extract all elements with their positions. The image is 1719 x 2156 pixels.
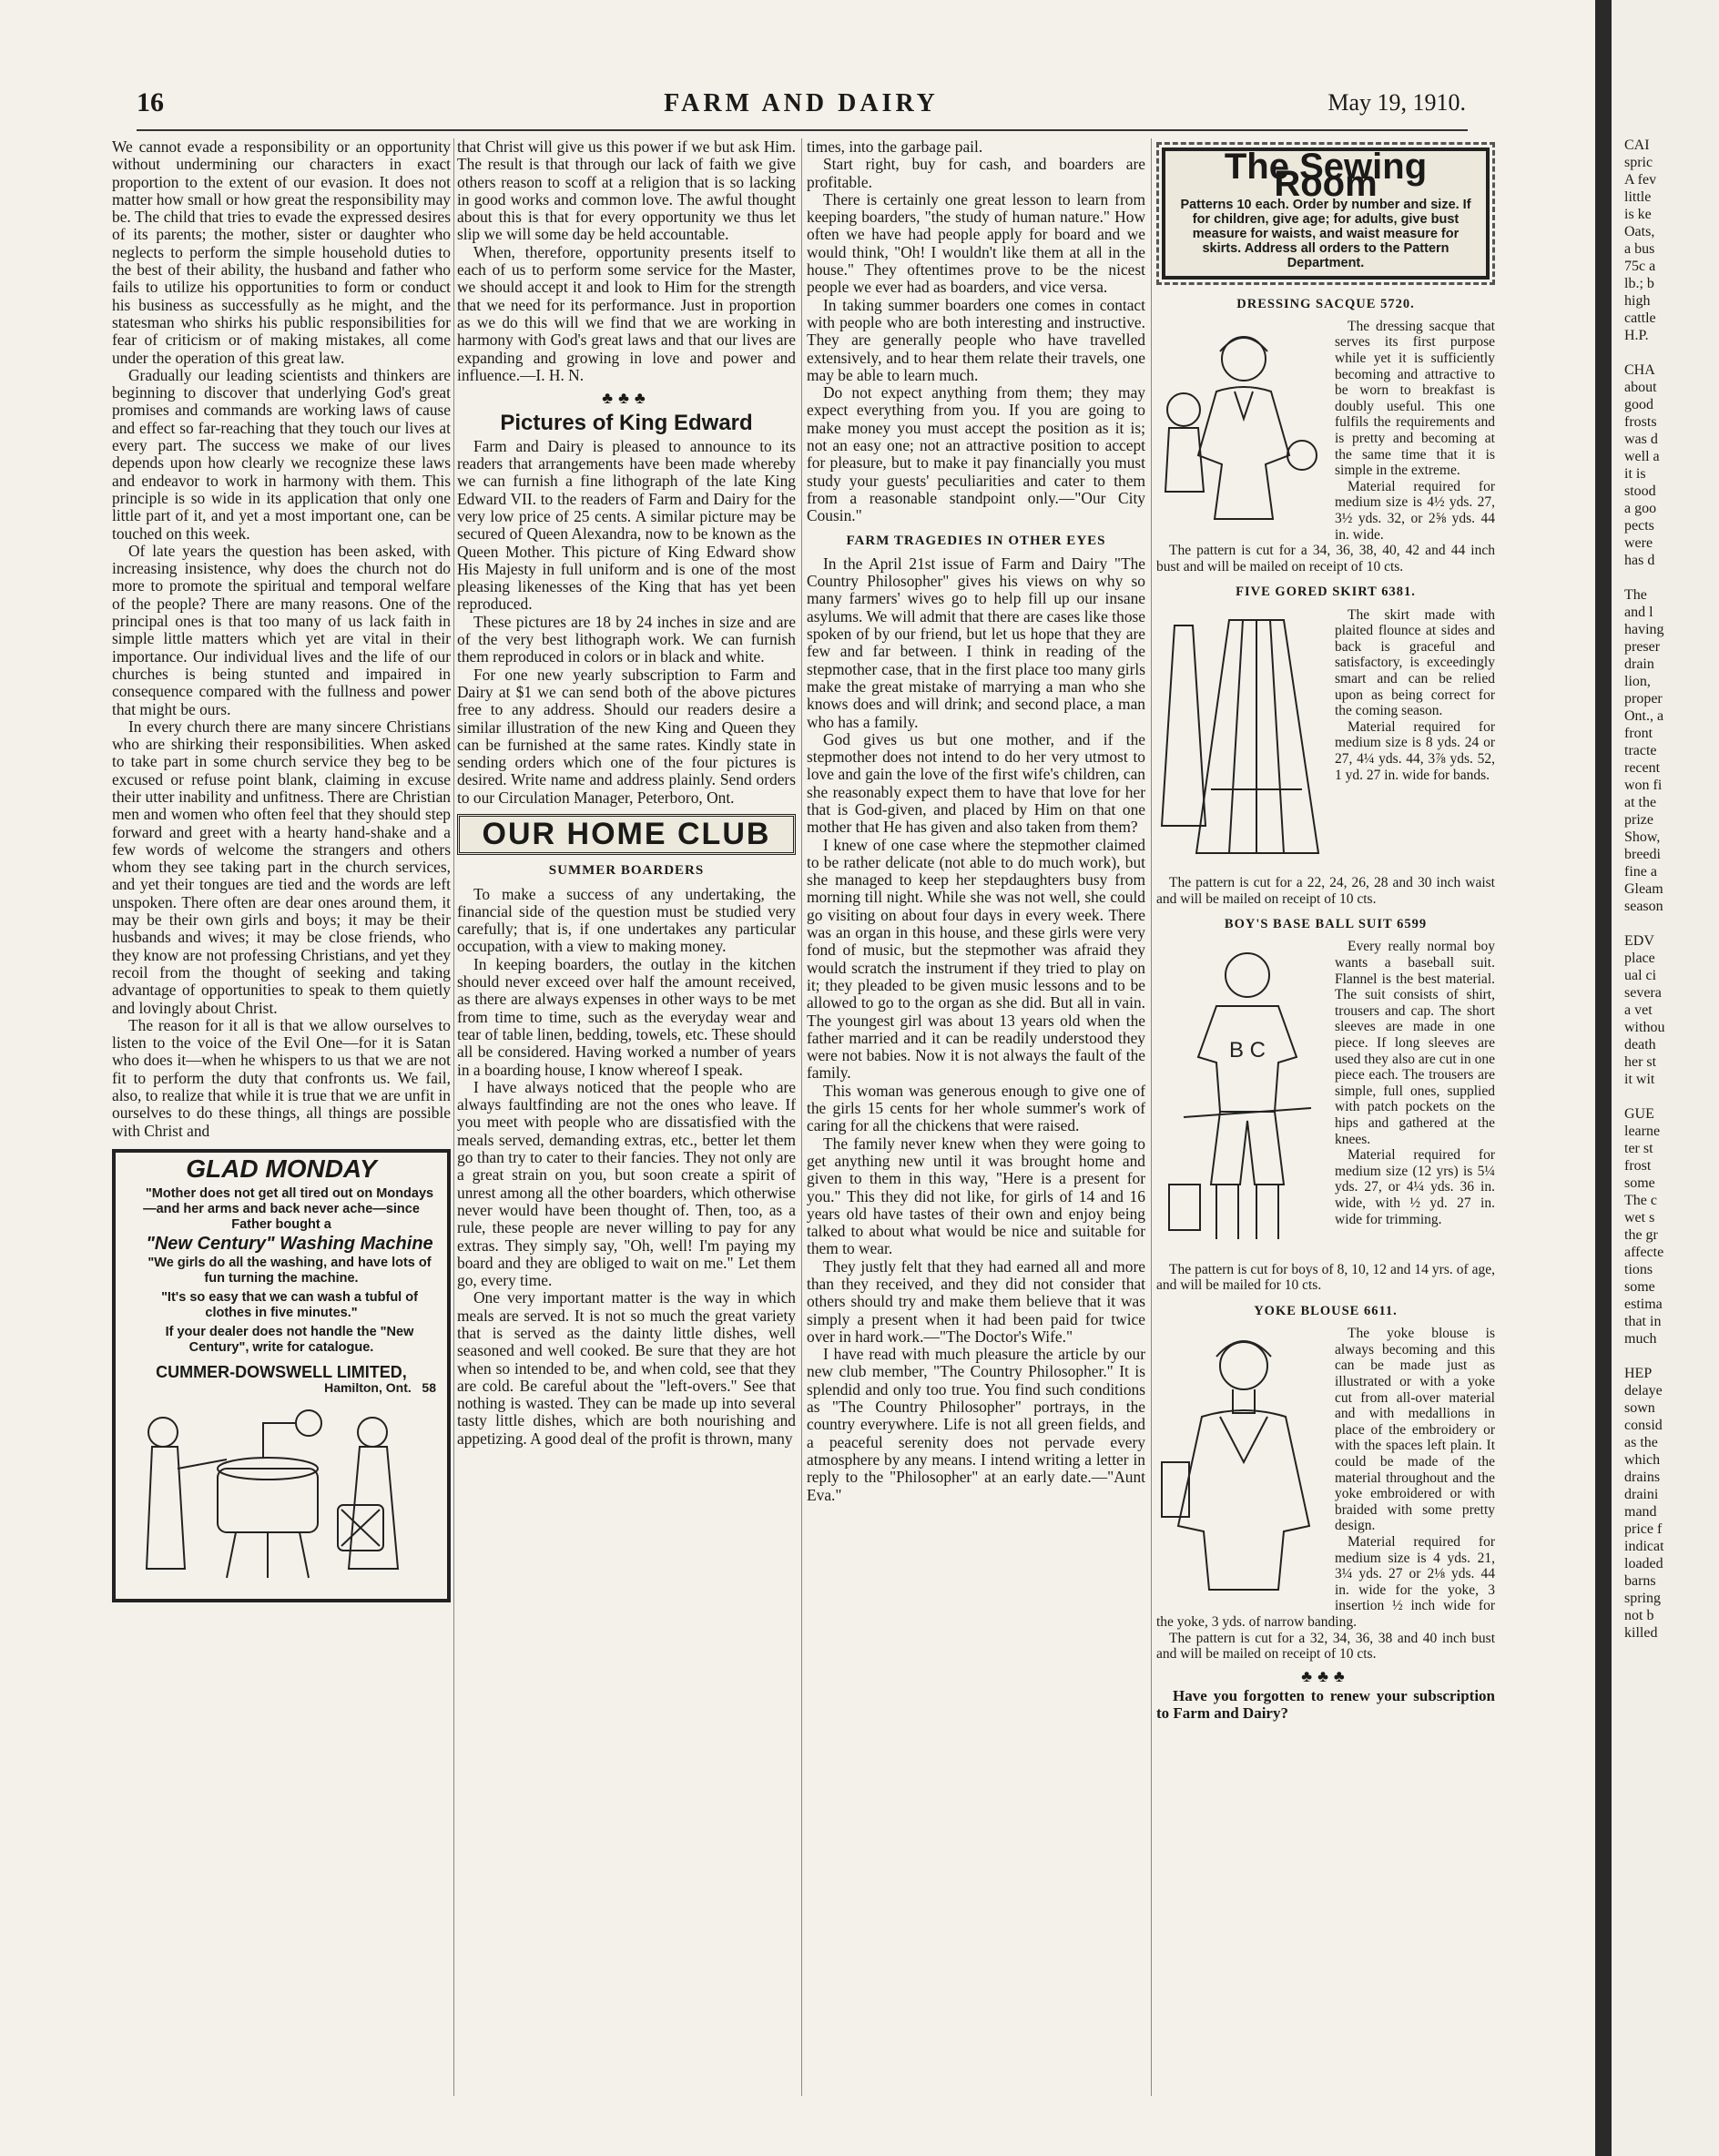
pattern-cut: The pattern is cut for a 32, 34, 36, 38 and 40 inch bust and will be mailed on receipt of 10 cts. [1156,1630,1495,1663]
adjacent-page-line: Ont., a [1624,708,1664,724]
adjacent-page-line: 75c a [1624,259,1656,274]
article-paragraph: times, into the garbage pail. [807,137,983,156]
ad-product: "New Century" Washing Machine [146,1234,433,1255]
pattern-entry [1156,1326,1495,1662]
adjacent-page-line: drain [1624,656,1654,672]
adjacent-page-line: not b [1624,1608,1654,1623]
ad-city: Hamilton, Ont. [324,1380,412,1396]
adjacent-page-line: at the [1624,795,1657,810]
adjacent-page-line: Oats, [1624,224,1655,239]
sewing-room-instructions: Patterns 10 each. Order by number and size. If for children, give age; for adults, give bust measure for waists, and waist measure for skirts. Address all orders to the Pattern Department. [1180,197,1471,270]
adjacent-page-line: wet s [1624,1210,1655,1225]
ad-title: GLAD MONDAY [186,1154,377,1183]
column-divider [1151,138,1152,2096]
adjacent-page-line: preser [1624,639,1661,655]
header-rule [137,129,1468,131]
issue-date: May 19, 1910. [1327,89,1466,116]
article-paragraph: One very important matter is the way in which meals are served. It is not so much the great variety that is served as the dainty little dishes, well seasoned and well cooked. Be sure that they are hot when so intended to be, and when cold, see that they are cold. Be careful about the "left-overs." See that nothing is wasted. They can be made up into several tasty little dishes, which are both nourishing and appetizing. A good deal of the profit is thrown, many [457,1288,796,1448]
adjacent-page-line: which [1624,1452,1661,1468]
page-header [137,87,1466,127]
ad-code: 58 [422,1380,436,1396]
article-paragraph: When, therefore, opportunity presents itself to each of us to perform some service for the Master, we should accept it and look to Him for the strength that we need for its performance. Just in proportion as we do this will we find that we are working in harmony with God's great laws and that our lives are expanding and growing in love and power and influence.—I. H. N. [457,242,796,384]
adjacent-page-line: spring [1624,1591,1661,1606]
adjacent-page-line: The c [1624,1193,1657,1208]
column-4 [1156,138,1495,1723]
adjacent-page-line: it is [1624,466,1646,482]
adjacent-page-line: Gleam [1624,881,1663,897]
pattern-entry [1156,607,1495,907]
pattern-description: Every really normal boy wants a baseball suit. Flannel is the best material. The suit consists of shirt, trousers and cap. The short sleeves are made in one piece. If long sleeves are used they also are cut in one piece each. The trousers are simple, full ones, supplied with patch pockets on the hips and gathered at the knees. [1335,939,1495,1147]
adjacent-page-line: CHA [1624,362,1655,378]
adjacent-page-line: loaded [1624,1556,1663,1571]
pattern-title: DRESSING SACQUE 5720. [1236,296,1415,311]
column-3 [807,138,1145,1504]
adjacent-page-line: were [1624,535,1653,551]
pattern-cut: The pattern is cut for a 22, 24, 26, 28 and 30 inch waist and will be mailed on receipt of 10 cts. [1156,874,1495,907]
article-paragraph: Farm and Dairy is pleased to announce to its readers that arrangements have been made whereby we can furnish a fine lithograph of the late King Edward VII. to the readers of Farm and Dairy for the very low price of 25 cents. A similar picture may be secured of Queen Alexandra, now to be known as the Queen Mother. This picture of King Edward show His Majesty in full uniform and is one of the most pleasing likenesses of the King that has yet been reproduced. [457,436,796,614]
adjacent-page-line: recent [1624,760,1661,776]
adjacent-page-line: has d [1624,553,1655,568]
article-paragraph: The reason for it all is that we allow ourselves to listen to the voice of the Evil One—for it is Satan who does it—when he whispers to us that we are not fit to perform the duty that confronts us. We fail, also, to realize that while it is true that we are unfit in ourselves to do these things, all things are possible with Christ and [112,1015,451,1140]
base-ball-suit-illustration [1156,939,1327,1261]
adjacent-page-line: some [1624,1279,1655,1295]
column-divider [453,138,454,2096]
home-club-banner: OUR HOME CLUB [457,814,796,855]
pattern-material: Material required for medium size is 4½ yds. 27, 3½ yds. 32, or 2⅝ yds. 44 in. wide. [1335,478,1495,543]
adjacent-page-line: H.P. [1624,328,1649,343]
adjacent-page-line: cattle [1624,310,1656,326]
ad-text: "We girls do all the washing, and have lots of fun turning the machine. [147,1256,432,1286]
article-paragraph: The family never knew when they were going to get anything new until it was brought home and given to them in this way, "Here is a present for you." This they did not like, for girls of 14 and 16 years old have tastes of their own and enjoy being talked to about what would be nice and suitable for them to wear. [807,1134,1145,1258]
adjacent-page-line: Show, [1624,829,1661,845]
ad-text: "Mother does not get all tired out on Mondays—and her arms and back never ache—since Father bought a [143,1186,434,1233]
article-paragraph: I knew of one case where the stepmother claimed to be rather delicate (not able to do much work), but she managed to keep her stepdaughters busy from morning till night. While she was not well, she could go visiting on about four days in every week. There was an organ in this house, and these girls were very fond of music, but the stepmother was afraid they would scratch the instrument if they tried to play on it; they pleaded to be given music lessons and to be allowed to go to the organ as she did. But all in vain. The youngest girl was about 13 years old when the father married and it can be readily understood they were not babies. Now it is not always the fault of the family. [807,835,1145,1083]
sewing-room-banner [1162,147,1490,280]
adjacent-page-line: and l [1624,605,1653,620]
adjacent-page-line: it wit [1624,1072,1655,1087]
adjacent-page-line: sown [1624,1400,1655,1416]
ad-company: CUMMER-DOWSWELL LIMITED, [156,1363,407,1382]
adjacent-page-line: death [1624,1037,1656,1053]
pattern-title: YOKE BLOUSE 6611. [1254,1303,1398,1318]
article-paragraph: I have always noticed that the people who are always faultfinding are not the ones who leave. If you meet with people who are dissatisfied with the meals served, demanding extras, etc., better let them go than try to cater to their fancies. They not only are a great strain on you, but soon create a spirit of unrest among all the other boarders, which otherwise never would have been thought of. Then, too, as a rule, these people are never willing to pay for any extras. They simply say, "Oh, well! I'm paying my board and they are obliged to wait on me." Let them go, every time. [457,1077,796,1290]
adjacent-page-line [1624,569,1719,586]
glad-monday-ad [112,1149,451,1602]
dressing-sacque-illustration [1156,319,1327,532]
adjacent-page-line: front [1624,726,1653,741]
adjacent-page-line: tracte [1624,743,1657,758]
pattern-cut: The pattern is cut for a 34, 36, 38, 40, 42 and 44 inch bust and will be mailed on receipt of 10 cts. [1156,543,1495,575]
article-paragraph: These pictures are 18 by 24 inches in size and are of the very best lithograph work. We can furnish them reproduced in colors or in black and white. [457,612,796,666]
adjacent-page-line: draini [1624,1487,1659,1502]
masthead: FARM AND DAIRY [664,89,939,117]
pattern-title: FIVE GORED SKIRT 6381. [1236,585,1416,600]
five-gored-skirt-illustration [1156,607,1327,875]
pattern-description: The skirt made with plaited flounce at sides and back is graceful and satisfactory, is exceedingly smart and can be relied upon as being correct for the coming season. [1335,606,1495,719]
adjacent-page-text [1624,137,1719,1642]
page-number: 16 [137,87,164,117]
adjacent-page-line: affecte [1624,1245,1664,1260]
adjacent-page-line: prize [1624,812,1653,828]
adjacent-page-line: frost [1624,1158,1652,1174]
article-paragraph: In keeping boarders, the outlay in the kitchen should never exceed over half the amount received, as there are always expenses in other ways to be met from time to time, such as the everyday wear and tear of table linen, bedding, towels, etc. These should all be considered. Having worked a number of years in a boarding house, I know whereof I speak. [457,954,796,1079]
yoke-blouse-illustration [1156,1326,1327,1602]
article-paragraph: God gives us but one mother, and if the stepmother does not intend to do her very utmost to love and gain the love of the first wife's children, can she reasonably expect them to have that love for her that is God-given, and placed by Him on that one mother that He has given and also taken from them? [807,729,1145,837]
adjacent-page-line: drains [1624,1470,1661,1485]
ad-text: If your dealer does not handle the "New Century", write for catalogue. [165,1325,414,1356]
adjacent-page-line: ter st [1624,1141,1653,1156]
column-divider [801,138,802,2096]
article-paragraph: Start right, buy for cash, and boarders are profitable. [807,155,1145,191]
adjacent-page-edge [1612,0,1719,2156]
adjacent-page-line: price f [1624,1521,1663,1537]
article-paragraph: Of late years the question has been asked, with increasing insistence, why does the church not do more to promote the spiritual and temporal welfare of the people? There are many reasons. One of the principal ones is that too many of us lack faith in simple little matters which yet are vital in their importance. Our individual lives and the life of our churches is being stunted and impaired in consequence compared with the fullness and power that might be ours. [112,541,451,718]
adjacent-page-line: a bus [1624,241,1655,257]
farm-tragedies-heading: FARM TRAGEDIES IN OTHER EYES [846,533,1106,548]
svg-text:B C: B C [1229,1038,1266,1063]
king-edward-heading: Pictures of King Edward [500,411,753,436]
adjacent-page-line [1624,1088,1719,1105]
adjacent-page-line: lion, [1624,674,1651,689]
sewing-room-title: The Sewing Room [1224,147,1428,205]
adjacent-page-line [1624,1348,1719,1365]
adjacent-page-line: was d [1624,432,1658,447]
pattern-title: BOY'S BASE BALL SUIT 6599 [1224,917,1428,932]
adjacent-page-line: much [1624,1331,1657,1347]
adjacent-page-line: frosts [1624,414,1657,430]
column-2 [457,138,796,1448]
adjacent-page-line: estima [1624,1297,1663,1312]
adjacent-page-line: having [1624,622,1664,637]
pattern-entry [1156,939,1495,1293]
article-paragraph: There is certainly one great lesson to learn from keeping boarders, "the study of human nature." How often we have had people apply for board and we would think, "Oh! I wouldn't like them at all in the house." They oftentimes prove to be the nicest people we ever had as boarders, and vice versa. [807,189,1145,297]
article-paragraph: To make a success of any undertaking, the financial side of the question must be studied very carefully; that is, if one undertakes any particular occupation, with a view to making money. [457,884,796,956]
adjacent-page-line: tions [1624,1262,1653,1277]
section-ornament: ♣♣♣ [1301,1666,1350,1685]
adjacent-page-line: some [1624,1175,1655,1191]
article-paragraph: In taking summer boarders one comes in contact with people who are both interesting and instructive. They are generally people who have travelled extensively, and to hear them relate their travels, one may be able to learn much. [807,295,1145,384]
pattern-description: The yoke blouse is always becoming and this can be made just as illustrated or with a yoke cut from all-over material and with medallions in place of the embroidery or with the spaces left plain. It could be made of the material throughout and the yoke embroidered or with braided with some pretty design. [1335,1326,1495,1534]
article-paragraph: They justly felt that they had earned all and more than they received, and they did not consider that others should try and make them believe that it was simply a present when it had been paid for twice over in hard work.—"The Doctor's Wife." [807,1256,1145,1346]
adjacent-page-line: a goo [1624,501,1657,516]
article-paragraph: Gradually our leading scientists and thinkers are beginning to discover that underlying God's great promises and commands are working laws of cause and effect so far-reaching that they touch our lives at every part. The success we make of our lives depends upon how clearly we recognize these laws and endeavor to work in harmony with them. This principle is so wide in its application that only one little part of it, and yet a most important one, can be touched on this week. [112,365,451,543]
adjacent-page-line: a vet [1624,1002,1653,1018]
adjacent-page-line: about [1624,380,1657,395]
adjacent-page-line: little [1624,189,1652,205]
adjacent-page-line: EDV [1624,933,1654,949]
adjacent-page-line [1624,915,1719,932]
renew-notice: Have you forgotten to renew your subscription to Farm and Dairy? [1156,1687,1495,1723]
adjacent-page-line: barns [1624,1573,1656,1589]
adjacent-page-line: won fi [1624,778,1663,793]
adjacent-page-line: the gr [1624,1227,1658,1243]
adjacent-page-line [1624,344,1719,361]
adjacent-page-line: consid [1624,1418,1663,1433]
pattern-entry [1156,319,1495,575]
summer-boarders-heading: SUMMER BOARDERS [548,863,705,879]
adjacent-page-line: A fev [1624,172,1657,188]
article-paragraph: that Christ will give us this power if we but ask Him. The result is that through our lack of faith we give others reason to scoff at a religion that is so lacking in good works and common love. The awful thought about this is that for every opportunity we thus let slip we will some day be held accountable. [457,137,796,244]
adjacent-page-line: mand [1624,1504,1657,1520]
article-paragraph: In every church there are many sincere Christians who are shirking their responsibilities. When asked to take part in some church service they beg to be excused or refuse point blank, claiming in excuse their utter inability and unfitness. There are Christian men and women who often feel that they should step forward and greet with a hearty hand-shake and a few words of welcome the strangers and others whom they see taking part in the church services, and yet their tongues are tied and the words are left unspoken. There often are dear ones around them, it may be their own girls and boys; it may be their husbands and wives; it may be close friends, who they know are not professing Christians, and yet they recoil from the thought of seeking and taking advantage of opportunities to speak to them quietly and lovingly about Christ. [112,717,451,1017]
article-paragraph: I have read with much pleasure the article by our new club member, "The Country Philosopher." It is splendid and only too true. You find such conditions as "The Country Philosopher" portrays, in the country everywhere. Life is not all green fields, and a peaceful serenity does not pervade every atmosphere by any means. I intend writing a letter in reply to the "Philosopher" at an early date.—"Aunt Eva." [807,1345,1145,1504]
adjacent-page-line: GUE [1624,1106,1654,1122]
article-paragraph: In the April 21st issue of Farm and Dairy "The Country Philosopher" gives his views on why so many farmers' wives go to help fill up our insane asylums. We will admit that there are cases like those spoken of by our friend, but let us hope that they are few and far between. I think in reading of the stepmother case, that in the first place too many girls make the great mistake of marrying a man who she knows does and will drink; and second place, a man who has a family. [807,554,1145,731]
adjacent-page-line: The [1624,587,1647,603]
adjacent-page-line: delaye [1624,1383,1663,1398]
adjacent-page-line: spric [1624,155,1653,170]
pattern-material: Material required for medium size is 8 yds. 24 or 27, 4¼ yds. 44, 3⅞ yds. 52, 1 yd. 27 in. wide for bands. [1335,718,1495,783]
adjacent-page-line: well a [1624,449,1660,464]
adjacent-page-line: learne [1624,1124,1661,1139]
pattern-description: The dressing sacque that serves its first purpose while yet it is sufficiently becoming and attractive to be worn to breakfast is doubly useful. This one fulfils the requirements and is pretty and becoming at the same time that it is simple in the extreme. [1335,318,1495,479]
adjacent-page-line: breedi [1624,847,1661,862]
adjacent-page-line: that in [1624,1314,1662,1329]
adjacent-page-line: season [1624,899,1663,914]
adjacent-page-line: pects [1624,518,1654,534]
adjacent-page-line: is ke [1624,207,1652,222]
ad-text: "It's so easy that we can wash a tubful of clothes in five minutes." [161,1290,418,1321]
adjacent-page-line: indicat [1624,1539,1664,1554]
washing-machine-illustration [127,1396,427,1587]
adjacent-page-line: lb.; b [1624,276,1654,291]
pattern-cut: The pattern is cut for boys of 8, 10, 12 and 14 yrs. of age, and will be mailed for 10 cts. [1156,1261,1495,1294]
pattern-material: Material required for medium size is 4 yds. 21, 3¼ yds. 27 or 2⅛ yds. 44 in. wide for the yoke, 3 insertion ½ inch wide for the yoke, 3 yds. of narrow banding. [1156,1533,1495,1630]
adjacent-page-line: withou [1624,1020,1665,1035]
adjacent-page-line: her st [1624,1054,1657,1070]
adjacent-page-line: HEP [1624,1366,1653,1381]
article-paragraph: We cannot evade a responsibility or an opportunity without undermining our characters in exact proportion to the extent of our evasion. It does not matter how small or how great the responsibility may be. The child that tries to evade the expressed desires of its parents; the mother, sister or daughter who neglects to perform the simple household duties to the best of their ability, the husband and father who fails to utilize his opportunities to form or conduct his business as successfully as he might, and the statesman who shirks his public responsibilities for fear of criticism or of making mistakes, all come under the operation of this great law. [112,137,451,367]
article-paragraph: This woman was generous enough to give one of the girls 15 cents for her whole summer's work of caring for all the chickens that were raised. [807,1081,1145,1135]
page-gutter [1595,0,1612,2156]
adjacent-page-line: killed [1624,1625,1658,1641]
article-paragraph: Do not expect anything from them; they may expect everything from you. If you are going to make money you must accept the position as it is; not an easy one; not an attractive position to accept for pleasure, but to make it pay financially you must study your guests' peculiarities and cater to them from a reasonable standpoint only.—"Our City Cousin." [807,383,1145,525]
adjacent-page-line: place [1624,951,1655,966]
column-1 [112,138,451,1602]
adjacent-page-line: proper [1624,691,1663,707]
adjacent-page-line: CAI [1624,137,1650,153]
article-paragraph: For one new yearly subscription to Farm and Dairy at $1 we can send both of the above pictures free to any address. Should our readers desire a similar illustration of the new King and Queen they can be furnished at the same rates. Kindly state in sending orders which one of the four pictures is desired. Write name and address plainly. Send orders to our Circulation Manager, Peterboro, Ont. [457,665,796,807]
pattern-material: Material required for medium size (12 yrs) is 5¼ yds. 27, or 4¼ yds. 36 in. wide, with ½ yd. 27 in. wide for trimming. [1335,1147,1495,1227]
adjacent-page-line: ual ci [1624,968,1657,983]
adjacent-page-line: good [1624,397,1653,412]
section-ornament: ♣♣♣ [602,389,651,408]
adjacent-page-line: severa [1624,985,1662,1001]
adjacent-page-line: fine a [1624,864,1657,880]
adjacent-page-line: as the [1624,1435,1658,1450]
adjacent-page-line: high [1624,293,1651,309]
adjacent-page-line: stood [1624,483,1656,499]
